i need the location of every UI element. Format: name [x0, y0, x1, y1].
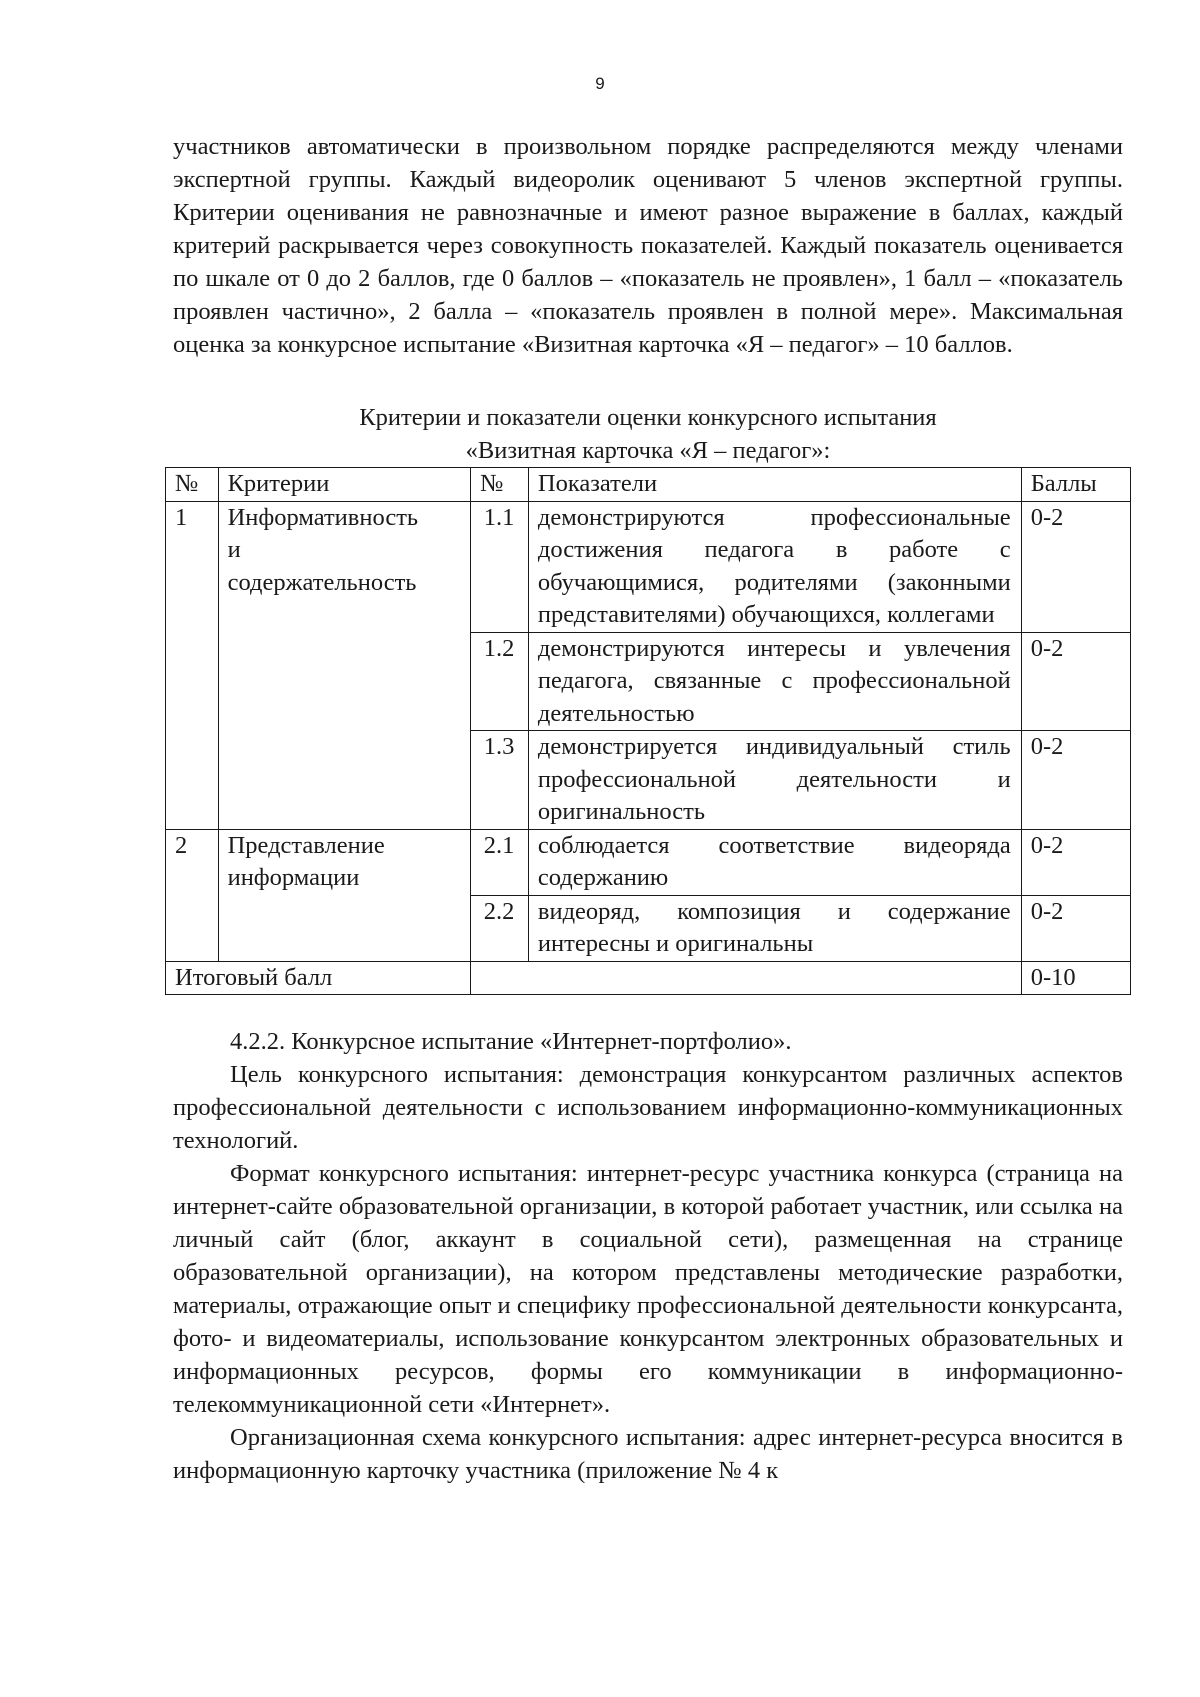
- header-sub-num: №: [471, 468, 529, 502]
- indicator-points: 0-2: [1021, 632, 1130, 731]
- header-criteria: Критерии: [218, 468, 471, 502]
- indicator-points: 0-2: [1021, 501, 1130, 632]
- indicator-text: демонстрируется индивидуальный стиль профессиональной деятельности и оригинальность: [528, 731, 1021, 830]
- indicator-num: 1.2: [471, 632, 529, 731]
- header-indicators: Показатели: [528, 468, 1021, 502]
- total-empty-cell: [471, 961, 1022, 995]
- table-title: [173, 401, 1123, 467]
- indicator-text: видеоряд, композиция и содержание интересны и оригинальны: [528, 895, 1021, 961]
- table-title-line-2: «Визитная карточка «Я – педагог»:: [465, 437, 831, 464]
- indicator-num: 1.1: [471, 501, 529, 632]
- indicator-num: 2.1: [471, 829, 529, 895]
- criterion-num: 1: [166, 501, 219, 829]
- indicator-points: 0-2: [1021, 895, 1130, 961]
- indicator-num: 2.2: [471, 895, 529, 961]
- indicator-points: 0-2: [1021, 829, 1130, 895]
- indicator-text: соблюдается соответствие видеоряда содержанию: [528, 829, 1021, 895]
- header-points: Баллы: [1021, 468, 1130, 502]
- document-body: [173, 130, 1123, 1487]
- table-total-row: [166, 961, 1131, 995]
- indicator-text: демонстрируются интересы и увлечения педагога, связанные с профессиональной деятельностью: [528, 632, 1021, 731]
- criteria-table: [165, 467, 1131, 995]
- total-points: 0-10: [1021, 961, 1130, 995]
- header-num: №: [166, 468, 219, 502]
- indicator-text: демонстрируются профессиональные достижения педагога в работе с обучающимися, родителями (законными представителями) обучающихся, коллегами: [528, 501, 1021, 632]
- table-title-line-1: Критерии и показатели оценки конкурсного испытания: [359, 404, 937, 431]
- format-paragraph: Формат конкурсного испытания: интернет-ресурс участника конкурса (страница на интернет-сайте образовательной организации, в которой работает участник, или ссылка на личный сайт (блог, аккаунт в социальной сети), размещенная на странице образовательной организации), на котором представлены методические разработки, материалы, отражающие опыт и специфику профессиональной деятельности конкурсанта, фото- и видеоматериалы, использование конкурсантом электронных образовательных и информационных ресурсов, формы его коммуникации в информационно-телекоммуникационной сети «Интернет».: [173, 1160, 1123, 1418]
- section-heading: 4.2.2. Конкурсное испытание «Интернет-портфолио».: [230, 1028, 792, 1055]
- page-number: 9: [595, 74, 605, 93]
- indicator-num: 1.3: [471, 731, 529, 830]
- intro-paragraph: участников автоматически в произвольном порядке распределяются между членами экспертной группы. Каждый видеоролик оценивают 5 членов экспертной группы. Критерии оценивания не равнозначные и имеют разное выражение в баллах, каждый критерий раскрывается через совокупность показателей. Каждый показатель оценивается по шкале от 0 до 2 баллов, где 0 баллов – «показатель не проявлен», 1 балл – «показатель проявлен частично», 2 балла – «показатель проявлен в полной мере». Максимальная оценка за конкурсное испытание «Визитная карточка «Я – педагог» – 10 баллов.: [173, 133, 1123, 358]
- indicator-points: 0-2: [1021, 731, 1130, 830]
- total-label: Итоговый балл: [166, 961, 471, 995]
- table-row: [166, 501, 1131, 632]
- goal-paragraph: Цель конкурсного испытания: демонстрация конкурсантом различных аспектов профессиональной деятельности с использованием информационно-коммуникационных технологий.: [173, 1061, 1123, 1154]
- criterion-name: Информативность и содержательность: [218, 501, 471, 829]
- scheme-paragraph: Организационная схема конкурсного испытания: адрес интернет-ресурса вносится в информационную карточку участника (приложение № 4 к: [173, 1424, 1123, 1484]
- table-header-row: [166, 468, 1131, 502]
- criterion-name: Представление информации: [218, 829, 471, 961]
- table-row: [166, 829, 1131, 895]
- criterion-num: 2: [166, 829, 219, 961]
